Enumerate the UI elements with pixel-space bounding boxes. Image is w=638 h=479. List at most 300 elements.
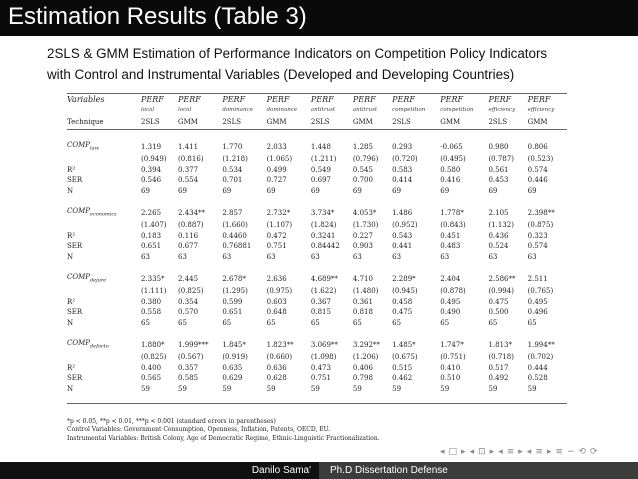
n-value: 59: [392, 384, 402, 393]
coef-row: [67, 139, 567, 154]
nav-subsection-icon[interactable]: ≡: [506, 447, 516, 457]
standard-error: (0.919): [222, 353, 248, 362]
n-value: 65: [488, 318, 498, 327]
r2-value: 0.515: [392, 363, 413, 372]
r2-label: R²: [67, 231, 76, 240]
n-value: 69: [392, 186, 402, 195]
coef-row: [67, 337, 567, 352]
header-row-perf: [67, 94, 567, 106]
perf-header: PERF: [440, 95, 464, 104]
r2-row: [67, 363, 567, 373]
coefficient: 1.747*: [440, 340, 464, 349]
gap-cell: [67, 262, 567, 271]
n-value: 65: [527, 318, 537, 327]
n-label: N: [67, 318, 74, 327]
n-value: 63: [440, 252, 450, 261]
technique-header: GMM: [440, 118, 461, 126]
standard-error: (0.994): [488, 287, 514, 296]
se-row: [67, 220, 567, 230]
perf-header: PERF: [266, 95, 290, 104]
r2-value: 0.583: [392, 165, 413, 174]
standard-error: (0.675): [392, 353, 418, 362]
standard-error: (1.660): [222, 221, 248, 230]
perf-subscript: local: [178, 107, 192, 113]
perf-subscript: dominance: [222, 107, 253, 113]
ser-value: 0.677: [178, 242, 199, 251]
blank-cell: [67, 352, 141, 362]
standard-error: (0.825): [141, 353, 167, 362]
r2-value: 0.380: [141, 297, 162, 306]
ser-value: 0.500: [488, 308, 509, 317]
nav-next-slide[interactable]: ▸: [489, 447, 496, 457]
coefficient: 2.732*: [266, 208, 291, 217]
r2-value: 0.354: [178, 297, 199, 306]
ser-value: 0.554: [178, 176, 199, 185]
ser-value: 0.546: [141, 176, 162, 185]
standard-error: (1.132): [488, 221, 514, 230]
ser-row: [67, 307, 567, 317]
r2-value: 0.183: [141, 231, 162, 240]
se-row: [67, 352, 567, 362]
coefficient: 2.678*: [222, 274, 246, 283]
gap-cell: [67, 196, 567, 205]
blank-cell: [67, 220, 141, 230]
r2-value: 0.534: [222, 165, 243, 174]
nav-prev-frame[interactable]: ◂: [440, 447, 446, 457]
n-value: 69: [222, 186, 232, 195]
r2-row: [67, 165, 567, 175]
slide-title: Estimation Results (Table 3): [8, 3, 307, 30]
r2-value: 0.599: [222, 297, 243, 306]
perf-subscript: antitrust: [352, 107, 378, 113]
coefficient: 1.778*: [440, 208, 464, 217]
perf-subscript: efficiency: [527, 107, 555, 113]
coefficient: 2.511: [527, 274, 548, 283]
n-value: 69: [440, 186, 450, 195]
ser-value: 0.483: [440, 242, 461, 251]
ser-label: SER: [67, 176, 83, 185]
n-value: 69: [266, 186, 276, 195]
perf-header: PERF: [178, 95, 201, 104]
coefficient: 1.770: [222, 142, 243, 151]
n-value: 59: [527, 384, 537, 393]
technique-header: 2SLS: [222, 118, 242, 126]
n-value: 63: [178, 252, 187, 261]
coefficient: 1.845*: [222, 340, 246, 349]
ser-value: 0.76881: [222, 242, 252, 251]
group-gap: [67, 262, 567, 271]
perf-header: PERF: [310, 95, 334, 104]
perf-subscript: competition: [440, 107, 474, 113]
perf-header: PERF: [141, 95, 164, 104]
coefficient: 1.994**: [527, 340, 555, 349]
n-value: 59: [310, 384, 320, 393]
ser-value: 0.628: [266, 374, 287, 383]
n-row: [67, 186, 567, 196]
r2-value: 0.603: [266, 297, 287, 306]
se-row: [67, 154, 567, 164]
n-value: 59: [266, 384, 276, 393]
coefficient: 2.434**: [178, 208, 206, 217]
nav-slide-icon[interactable]: ⊡: [478, 447, 487, 457]
coefficient: 2.445: [178, 274, 199, 283]
standard-error: (0.523): [527, 155, 554, 164]
nav-back-icon[interactable]: ⟲: [578, 447, 588, 457]
ser-value: 0.558: [141, 308, 162, 317]
ser-row: [67, 175, 567, 185]
coefficient: -0.065: [440, 142, 463, 151]
standard-error: (0.825): [178, 287, 204, 296]
n-label: N: [67, 186, 74, 195]
nav-next-subsection[interactable]: ▸: [518, 447, 524, 457]
standard-error: (0.875): [527, 221, 554, 230]
blank-cell: [67, 106, 141, 115]
standard-error: (0.567): [178, 353, 204, 362]
results-table: [67, 93, 567, 404]
ser-row: [67, 241, 567, 251]
ser-value: 0.565: [141, 374, 162, 383]
standard-error: (1.111): [141, 287, 167, 296]
nav-search-icon[interactable]: ∽: [566, 447, 576, 457]
n-value: 65: [178, 318, 187, 327]
technique-header: GMM: [266, 118, 287, 126]
coefficient: 1.823**: [266, 340, 294, 349]
standard-error: (1.098): [310, 353, 337, 362]
perf-header: PERF: [222, 95, 246, 104]
standard-error: (0.720): [392, 155, 418, 164]
nav-next-section[interactable]: ▸: [546, 447, 553, 457]
standard-error: (1.480): [352, 287, 379, 296]
r2-value: 0.444: [527, 363, 548, 372]
r2-value: 0.580: [440, 165, 461, 174]
n-value: 59: [141, 384, 150, 393]
standard-error: (0.816): [178, 155, 204, 164]
ser-value: 0.751: [266, 242, 287, 251]
perf-subscript: antitrust: [310, 107, 336, 113]
ser-label: SER: [67, 308, 83, 317]
n-value: 65: [310, 318, 320, 327]
coefficient: 2.398**: [527, 208, 555, 217]
ser-value: 0.84442: [310, 242, 340, 251]
coefficient: 4.053*: [352, 208, 377, 217]
note-significance: *p < 0.05, **p < 0.01, ***p < 0.001 (standard errors in parentheses): [67, 418, 276, 425]
standard-error: (1.824): [310, 221, 337, 230]
standard-error: (0.887): [178, 221, 204, 230]
technique-header: 2SLS: [310, 118, 330, 126]
ser-value: 0.492: [488, 374, 509, 383]
standard-error: (1.065): [266, 155, 293, 164]
coefficient: 0.980: [488, 142, 509, 151]
ser-value: 0.697: [310, 176, 331, 185]
coefficient: 1.880*: [141, 340, 165, 349]
coefficient: 3.292**: [352, 340, 380, 349]
technique-header: GMM: [352, 118, 373, 126]
standard-error: (0.702): [527, 353, 554, 362]
gap-cell: [67, 394, 567, 404]
comp-name: COMP: [67, 273, 90, 282]
n-value: 69: [310, 186, 320, 195]
beamer-navigation-bar[interactable]: [440, 447, 602, 459]
perf-subscript: efficiency: [488, 107, 516, 113]
coefficient: 2.404: [440, 274, 461, 283]
coefficient: 2.033: [266, 142, 287, 151]
coefficient: 3.069**: [310, 340, 338, 349]
ser-value: 0.815: [310, 308, 331, 317]
r2-value: 0.377: [178, 165, 199, 174]
r2-label: R²: [67, 165, 76, 174]
ser-value: 0.570: [178, 308, 199, 317]
r2-value: 0.545: [352, 165, 373, 174]
n-label: N: [67, 252, 74, 261]
nav-toc-icon[interactable]: ≡: [555, 447, 564, 457]
perf-header: PERF: [527, 95, 551, 104]
perf-subscript: competition: [392, 107, 426, 113]
n-value: 65: [392, 318, 402, 327]
n-value: 59: [440, 384, 450, 393]
ser-value: 0.585: [178, 374, 199, 383]
ser-value: 0.701: [222, 176, 243, 185]
nav-frame-icon[interactable]: □: [448, 447, 459, 457]
slide-footer: [0, 462, 638, 479]
n-value: 69: [488, 186, 498, 195]
ser-label: SER: [67, 242, 83, 251]
n-value: 65: [440, 318, 450, 327]
standard-error: (0.949): [141, 155, 167, 164]
rule: [67, 404, 567, 405]
r2-value: 0.475: [488, 297, 509, 306]
standard-error: (0.495): [440, 155, 466, 164]
standard-error: (1.218): [222, 155, 248, 164]
r2-value: 0.394: [141, 165, 162, 174]
ser-value: 0.453: [488, 176, 509, 185]
ser-value: 0.490: [440, 308, 461, 317]
technique-header: 2SLS: [141, 118, 160, 126]
standard-error: (1.211): [310, 155, 337, 164]
ser-value: 0.727: [266, 176, 287, 185]
perf-subscript: local: [141, 107, 155, 113]
nav-prev-slide[interactable]: ◂: [469, 447, 476, 457]
n-value: 65: [141, 318, 150, 327]
coefficient: 1.319: [141, 142, 162, 151]
n-value: 63: [310, 252, 320, 261]
standard-error: (0.843): [440, 221, 466, 230]
ser-value: 0.648: [266, 308, 287, 317]
r2-row: [67, 231, 567, 241]
r2-value: 0.458: [392, 297, 413, 306]
standard-error: (0.975): [266, 287, 293, 296]
coefficient: 1.285: [352, 142, 373, 151]
header-row-technique: [67, 115, 567, 130]
coefficient: 2.857: [222, 208, 243, 217]
ser-value: 0.574: [527, 242, 548, 251]
n-value: 69: [527, 186, 537, 195]
r2-value: 0.323: [527, 231, 548, 240]
table-notes: [67, 418, 567, 443]
n-row: [67, 384, 567, 394]
coefficient: 4.689**: [310, 274, 338, 283]
standard-error: (0.878): [440, 287, 466, 296]
nav-prev-subsection[interactable]: ◂: [498, 447, 504, 457]
comp-subscript: law: [89, 145, 99, 152]
group-gap: [67, 130, 567, 139]
comp-name: COMP: [67, 207, 90, 216]
r2-value: 0.495: [527, 297, 548, 306]
ser-value: 0.414: [392, 176, 413, 185]
comp-name: COMP: [67, 339, 90, 348]
bottom-rule: [67, 404, 567, 405]
r2-value: 0.400: [141, 363, 162, 372]
coefficient: 2.105: [488, 208, 509, 217]
blank-cell: [67, 154, 141, 164]
r2-value: 0.3241: [310, 231, 336, 240]
coefficient: 1.486: [392, 208, 413, 217]
n-row: [67, 252, 567, 262]
r2-value: 0.635: [222, 363, 243, 372]
ser-row: [67, 373, 567, 383]
variables-label: Variables: [67, 95, 105, 104]
nav-prev-section[interactable]: ◂: [526, 447, 533, 457]
perf-header: PERF: [352, 95, 376, 104]
standard-error: (0.765): [527, 287, 554, 296]
standard-error: (0.796): [352, 155, 379, 164]
coefficient: 0.293: [392, 142, 413, 151]
n-value: 63: [222, 252, 232, 261]
coefficient: 1.999***: [178, 340, 209, 349]
ser-value: 0.441: [392, 242, 413, 251]
ser-value: 0.528: [527, 374, 548, 383]
coefficient: 2.586**: [488, 274, 516, 283]
technique-header: GMM: [178, 118, 198, 126]
r2-value: 0.361: [352, 297, 373, 306]
standard-error: (1.730): [352, 221, 379, 230]
footer-author: Danilo Sama': [251, 465, 311, 476]
ser-value: 0.446: [527, 176, 548, 185]
bottom-gap: [67, 394, 567, 404]
n-value: 59: [222, 384, 232, 393]
r2-value: 0.473: [310, 363, 331, 372]
coefficient: 3.734*: [310, 208, 335, 217]
standard-error: (1.206): [352, 353, 379, 362]
ser-value: 0.818: [352, 308, 373, 317]
r2-value: 0.116: [178, 231, 199, 240]
r2-value: 0.561: [488, 165, 509, 174]
comp-subscript: defacto: [89, 343, 109, 350]
note-controls: Control Variables: Government Consumption, Openness, Inflation, Patents, OECD, EU.: [67, 426, 331, 434]
n-value: 59: [352, 384, 362, 393]
coef-row: [67, 271, 567, 286]
r2-value: 0.636: [266, 363, 287, 372]
note-instruments: Instrumental Variables: British Colony, Age of Democratic Regime, Ethnic-Linguistic Fractionalization.: [67, 434, 380, 442]
r2-value: 0.436: [488, 231, 509, 240]
subtitle-line-2: with Control and Instrumental Variables (Developed and Developing Countries): [47, 67, 515, 82]
ser-value: 0.462: [392, 374, 413, 383]
n-value: 63: [141, 252, 150, 261]
n-value: 63: [527, 252, 537, 261]
estimation-table: [67, 93, 567, 404]
comp-name: COMP: [67, 141, 90, 149]
r2-value: 0.227: [352, 231, 373, 240]
n-value: 65: [222, 318, 232, 327]
n-value: 63: [488, 252, 498, 261]
ser-value: 0.524: [488, 242, 509, 251]
ser-value: 0.798: [352, 374, 373, 383]
n-value: 65: [266, 318, 276, 327]
ser-value: 0.496: [527, 308, 548, 317]
r2-value: 0.357: [178, 363, 199, 372]
r2-value: 0.517: [488, 363, 509, 372]
gap-cell: [67, 328, 567, 337]
coefficient: 1.411: [178, 142, 199, 151]
coefficient: 1.813*: [488, 340, 512, 349]
r2-row: [67, 297, 567, 307]
standard-error: (1.295): [222, 287, 248, 296]
r2-label: R²: [67, 363, 76, 372]
comp-subscript: dejure: [89, 277, 107, 284]
standard-error: (1.407): [141, 221, 167, 230]
coefficient: 2.265: [141, 208, 162, 217]
n-value: 69: [352, 186, 362, 195]
r2-value: 0.451: [440, 231, 461, 240]
group-gap: [67, 196, 567, 205]
n-value: 63: [266, 252, 276, 261]
ser-value: 0.475: [392, 308, 413, 317]
standard-error: (0.718): [488, 353, 514, 362]
ser-value: 0.651: [222, 308, 243, 317]
coefficient: 1.485*: [392, 340, 416, 349]
nav-forward-icon[interactable]: ⟳: [590, 447, 599, 457]
ser-value: 0.700: [352, 176, 373, 185]
n-value: 63: [352, 252, 362, 261]
perf-header: PERF: [488, 95, 512, 104]
r2-value: 0.4460: [222, 231, 247, 240]
r2-value: 0.549: [310, 165, 331, 174]
nav-section-icon[interactable]: ≡: [535, 447, 544, 457]
r2-value: 0.543: [392, 231, 413, 240]
nav-next-frame[interactable]: ▸: [461, 447, 467, 457]
subtitle-line-1: 2SLS & GMM Estimation of Performance Indicators on Competition Policy Indicators: [47, 46, 548, 61]
standard-error: (0.787): [488, 155, 514, 164]
coefficient: 1.448: [310, 142, 331, 151]
r2-value: 0.472: [266, 231, 287, 240]
standard-error: (0.751): [440, 353, 466, 362]
standard-error: (0.660): [266, 353, 293, 362]
ser-value: 0.416: [440, 176, 461, 185]
technique-header: GMM: [527, 118, 548, 126]
coefficient: 2.636: [266, 274, 287, 283]
ser-value: 0.903: [352, 242, 373, 251]
r2-value: 0.495: [440, 297, 461, 306]
slide-subtitle: [47, 43, 617, 85]
n-value: 69: [141, 186, 150, 195]
ser-value: 0.651: [141, 242, 162, 251]
perf-header: PERF: [392, 95, 415, 104]
se-row: [67, 286, 567, 296]
technique-label: Technique: [67, 118, 104, 126]
r2-value: 0.367: [310, 297, 331, 306]
comp-variable-label: [67, 271, 141, 286]
comp-variable-label: [67, 337, 141, 352]
comp-variable-label: [67, 139, 141, 154]
ser-value: 0.751: [310, 374, 331, 383]
coefficient: 4.710: [352, 274, 373, 283]
n-value: 59: [178, 384, 187, 393]
header-row-sub: [67, 106, 567, 115]
n-row: [67, 318, 567, 328]
coefficient: 2.335*: [141, 274, 165, 283]
n-value: 59: [488, 384, 498, 393]
blank-cell: [67, 286, 141, 296]
r2-label: R²: [67, 297, 76, 306]
